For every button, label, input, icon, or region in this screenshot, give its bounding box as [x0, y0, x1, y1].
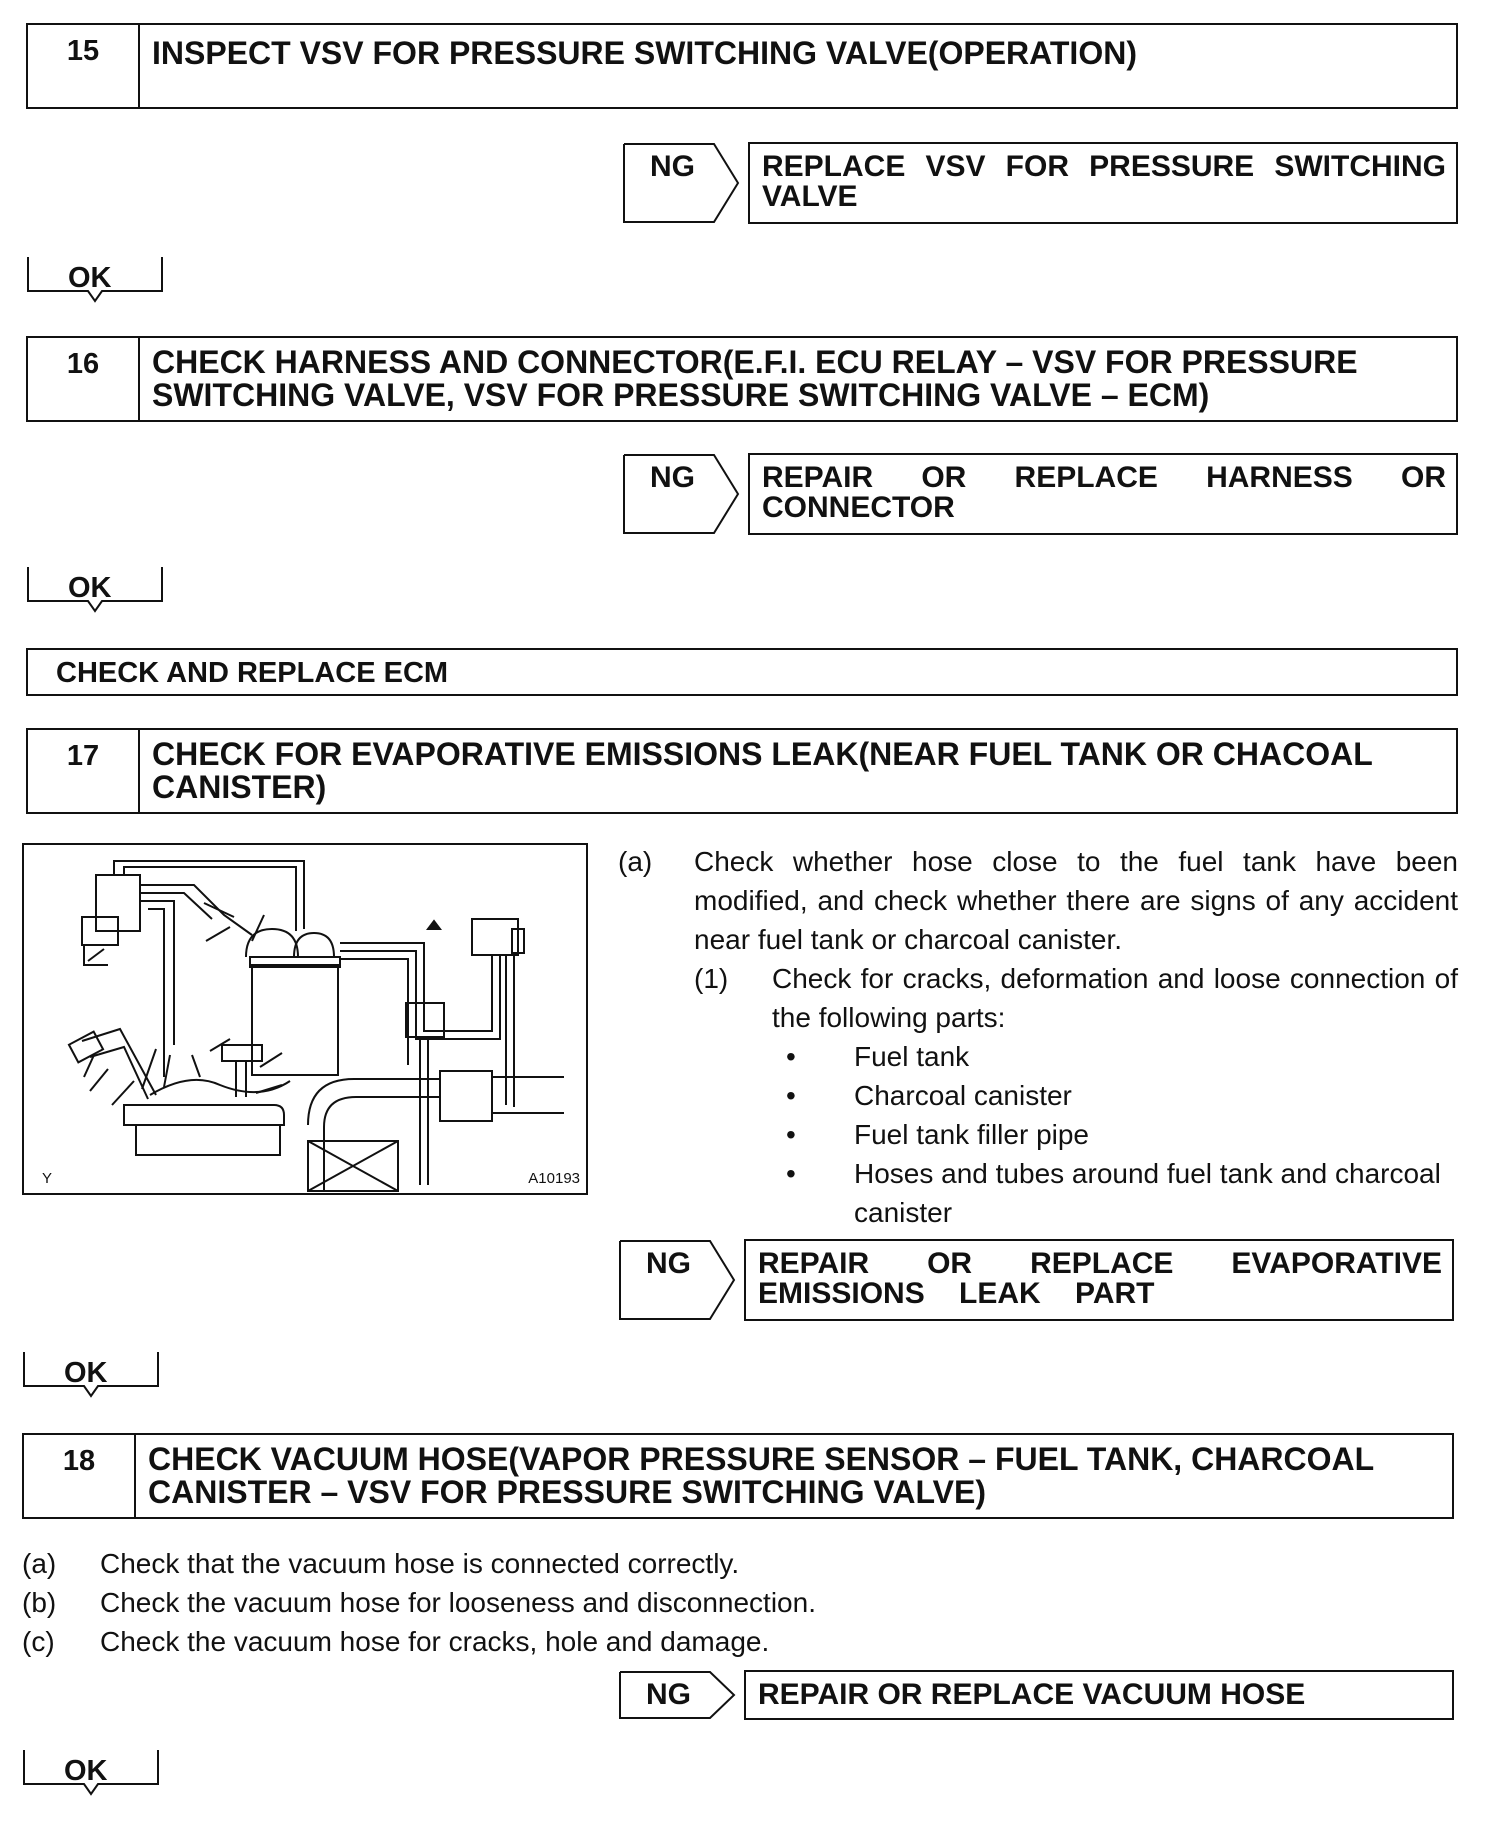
ng-action-box — [744, 1670, 1454, 1720]
check-marker: (a) — [22, 1548, 57, 1579]
step-number: 17 — [28, 730, 140, 812]
instruction-a-text: Check whether hose close to the fuel tank have been modified, and check whether there are signs of any accident near fuel tank or charcoal canister. — [694, 846, 1458, 955]
ng-action-text: REPAIR OR REPLACE VACUUM HOSE — [758, 1678, 1306, 1711]
ng-action-box — [744, 1239, 1454, 1321]
instruction-sub-marker: (1) — [694, 963, 729, 994]
result-text: CHECK AND REPLACE ECM — [56, 657, 449, 689]
ng-label: NG — [646, 1247, 691, 1280]
ng-label: NG — [650, 150, 695, 183]
result-box — [26, 648, 1458, 696]
step-number: 18 — [24, 1435, 136, 1517]
bullet-mark: • — [786, 1080, 796, 1111]
check-text: Check the vacuum hose for looseness and disconnection. — [100, 1587, 816, 1618]
step-15-header — [26, 23, 1458, 109]
figure-corner-label: Y — [42, 1170, 53, 1187]
ng-action-box — [748, 453, 1458, 535]
check-marker: (c) — [22, 1626, 55, 1657]
check-marker: (b) — [22, 1587, 57, 1618]
step-number: 15 — [28, 25, 140, 107]
figure-id: A10193 — [528, 1170, 580, 1187]
bullet-item: Fuel tank — [854, 1041, 970, 1072]
instruction-a-marker: (a) — [618, 846, 653, 877]
check-text: Check the vacuum hose for cracks, hole and damage. — [100, 1626, 770, 1657]
step-title: CHECK VACUUM HOSE(VAPOR PRESSURE SENSOR – FUEL TANK, CHARCOAL CANISTER – VSV FOR PRESSURE SWITCHING VALVE) — [148, 1441, 1374, 1510]
ng-label: NG — [646, 1678, 691, 1711]
step-17-header — [26, 728, 1458, 814]
evap-diagram — [24, 845, 586, 1193]
ng-action-text: REPAIR OR REPLACE HARNESS OR CONNECTOR — [762, 461, 1446, 524]
ng-action-box — [748, 142, 1458, 224]
ok-label: OK — [68, 262, 112, 294]
step-number: 16 — [28, 338, 140, 420]
bullet-item: Hoses and tubes around fuel tank and charcoal canister — [854, 1158, 1441, 1228]
step-title: INSPECT VSV FOR PRESSURE SWITCHING VALVE(OPERATION) — [152, 35, 1137, 71]
check-text: Check that the vacuum hose is connected correctly. — [100, 1548, 740, 1579]
ng-action-text: REPAIR OR REPLACE EVAPORATIVE EMISSIONS LEAK PART — [758, 1247, 1442, 1310]
bullet-mark: • — [786, 1158, 796, 1189]
bullet-mark: • — [786, 1119, 796, 1150]
evap-system-illustration — [22, 843, 588, 1195]
ng-action-text: REPLACE VSV FOR PRESSURE SWITCHING VALVE — [762, 150, 1446, 213]
step-18-header — [22, 1433, 1454, 1519]
ok-label: OK — [64, 1357, 108, 1389]
ok-label: OK — [64, 1755, 108, 1787]
bullet-item: Charcoal canister — [854, 1080, 1072, 1111]
ok-label: OK — [68, 572, 112, 604]
step-title: CHECK HARNESS AND CONNECTOR(E.F.I. ECU RELAY – VSV FOR PRESSURE SWITCHING VALVE, VSV FOR PRESSURE SWITCHING VALVE – ECM) — [152, 344, 1358, 413]
step-title: CHECK FOR EVAPORATIVE EMISSIONS LEAK(NEAR FUEL TANK OR CHACOAL CANISTER) — [152, 736, 1373, 805]
instruction-sub-text: Check for cracks, deformation and loose connection of the following parts: — [772, 963, 1458, 1033]
bullet-mark: • — [786, 1041, 796, 1072]
ng-label: NG — [650, 461, 695, 494]
bullet-item: Fuel tank filler pipe — [854, 1119, 1090, 1150]
step-16-header — [26, 336, 1458, 422]
